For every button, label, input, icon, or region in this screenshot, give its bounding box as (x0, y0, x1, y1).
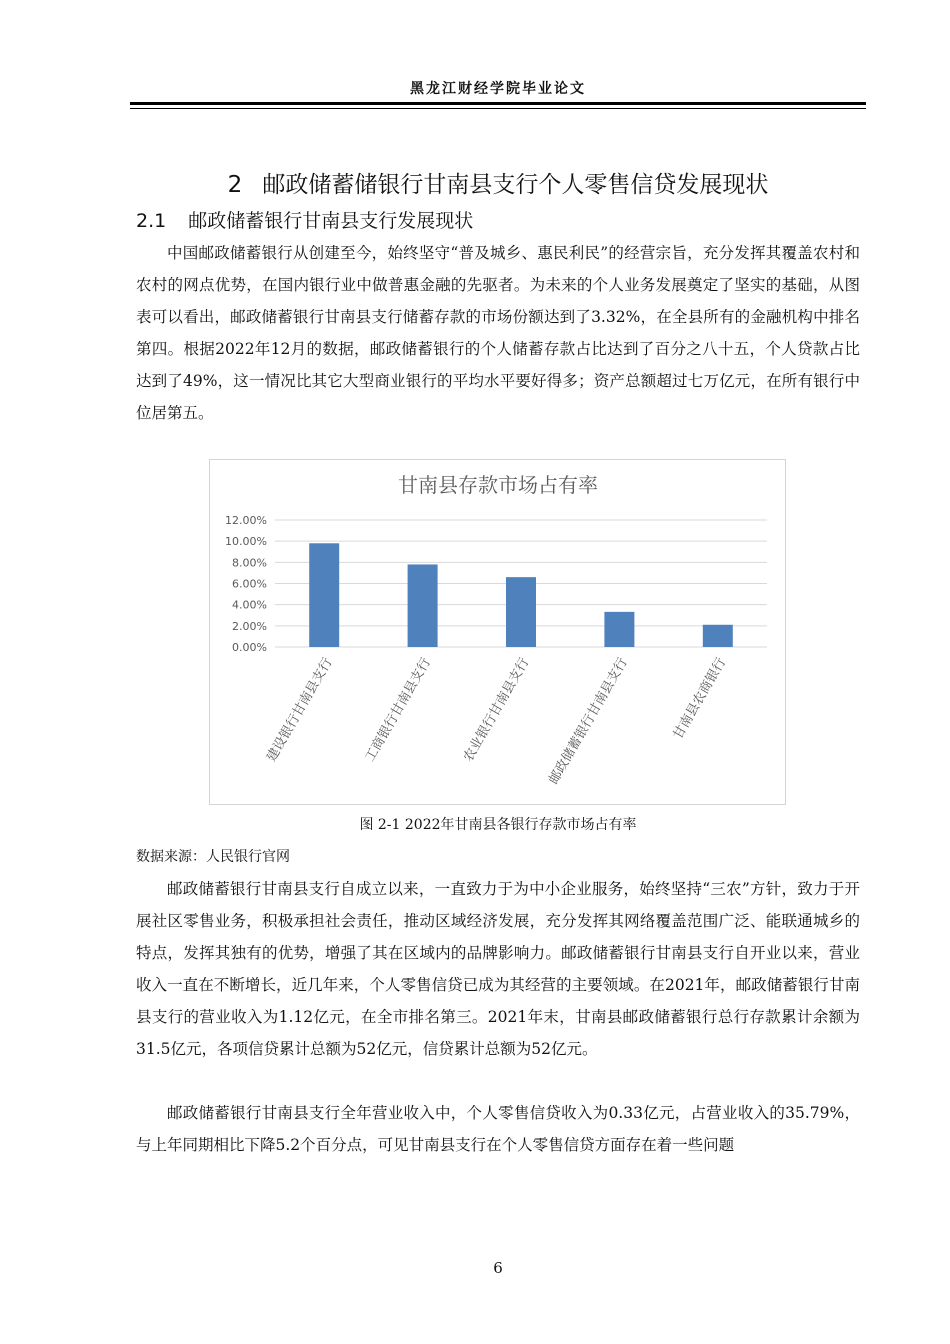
x-tick-label: 邮政储蓄银行甘南县支行 (546, 655, 631, 787)
chart-title: 甘南县存款市场占有率 (398, 473, 598, 497)
header-rule-thin (130, 108, 866, 109)
bar (604, 612, 634, 647)
x-tick-label: 农业银行甘南县支行 (460, 655, 533, 765)
chapter-number: 2 (227, 172, 243, 198)
bar (408, 564, 438, 647)
y-tick-label: 12.00% (225, 514, 267, 527)
paragraph-1: 中国邮政储蓄银行从创建至今，始终坚守“普及城乡、惠民利民”的经营宗旨，充分发挥其覆盖农村和农村的网点优势，在国内银行业中做普惠金融的先驱者。为未来的个人业务发展奠定了坚实的基础，从图表可以看出，邮政储蓄银行甘南县支行储蓄存款的市场份额达到了3.32%，在全县所有的金融机构中排名第四。根据2022年12月的数据，邮政储蓄银行的个人储蓄存款占比达到了百分之八十五，个人贷款占比达到了49%，这一情况比其它大型商业银行的平均水平要好得多；资产总额超过七万亿元，在所有银行中位居第五。 (136, 244, 860, 422)
bar (309, 543, 339, 647)
bar (506, 577, 536, 647)
section-number: 2.1 (136, 210, 167, 232)
bar-chart (209, 459, 786, 805)
paragraph-3: 邮政储蓄银行甘南县支行全年营业收入中，个人零售信贷收入为0.33亿元，占营业收入的35.79%，与上年同期相比下降5.2个百分点，可见甘南县支行在个人零售信贷方面存在着一些问题 (136, 1104, 860, 1154)
chapter-heading (130, 166, 866, 199)
running-header: 黑龙江财经学院毕业论文 (410, 81, 586, 97)
y-tick-label: 10.00% (225, 535, 267, 549)
section-heading (136, 206, 473, 233)
page-number: 6 (493, 1259, 503, 1277)
y-tick-label: 2.00% (232, 619, 267, 633)
paragraph-2: 邮政储蓄银行甘南县支行自成立以来，一直致力于为中小企业服务，始终坚持“三农”方针，致力于开展社区零售业务，积极承担社会责任，推动区域经济发展，充分发挥其网络覆盖范围广泛、能联通城乡的特点，发挥其独有的优势，增强了其在区域内的品牌影响力。邮政储蓄银行甘南县支行自开业以来，营业收入一直在不断增长，近几年来，个人零售信贷已成为其经营的主要领域。在2021年，邮政储蓄银行甘南县支行的营业收入为1.12亿元，在全市排名第三。2021年末，甘南县邮政储蓄银行总行存款累计余额为31.5亿元，各项信贷累计总额为52亿元，信贷累计总额为52亿元。 (136, 880, 860, 1058)
y-tick-label: 4.00% (232, 598, 267, 612)
figure-caption: 图 2-1 2022年甘南县各银行存款市场占有率 (359, 817, 637, 833)
x-tick-label: 建设银行甘南县支行 (264, 655, 336, 765)
y-tick-label: 0.00% (232, 641, 267, 654)
header-rule-thick (130, 102, 866, 105)
y-tick-label: 8.00% (232, 556, 267, 570)
chapter-title: 邮政储蓄储银行甘南县支行个人零售信贷发展现状 (262, 172, 769, 198)
x-tick-label: 甘南县农商银行 (670, 655, 730, 742)
data-source: 数据来源：人民银行官网 (136, 849, 290, 865)
y-tick-label: 6.00% (232, 577, 267, 591)
chart-svg (210, 460, 785, 804)
section-title: 邮政储蓄银行甘南县支行发展现状 (188, 210, 474, 232)
x-tick-label: 工商银行甘南县支行 (362, 655, 435, 765)
bar (703, 625, 733, 647)
